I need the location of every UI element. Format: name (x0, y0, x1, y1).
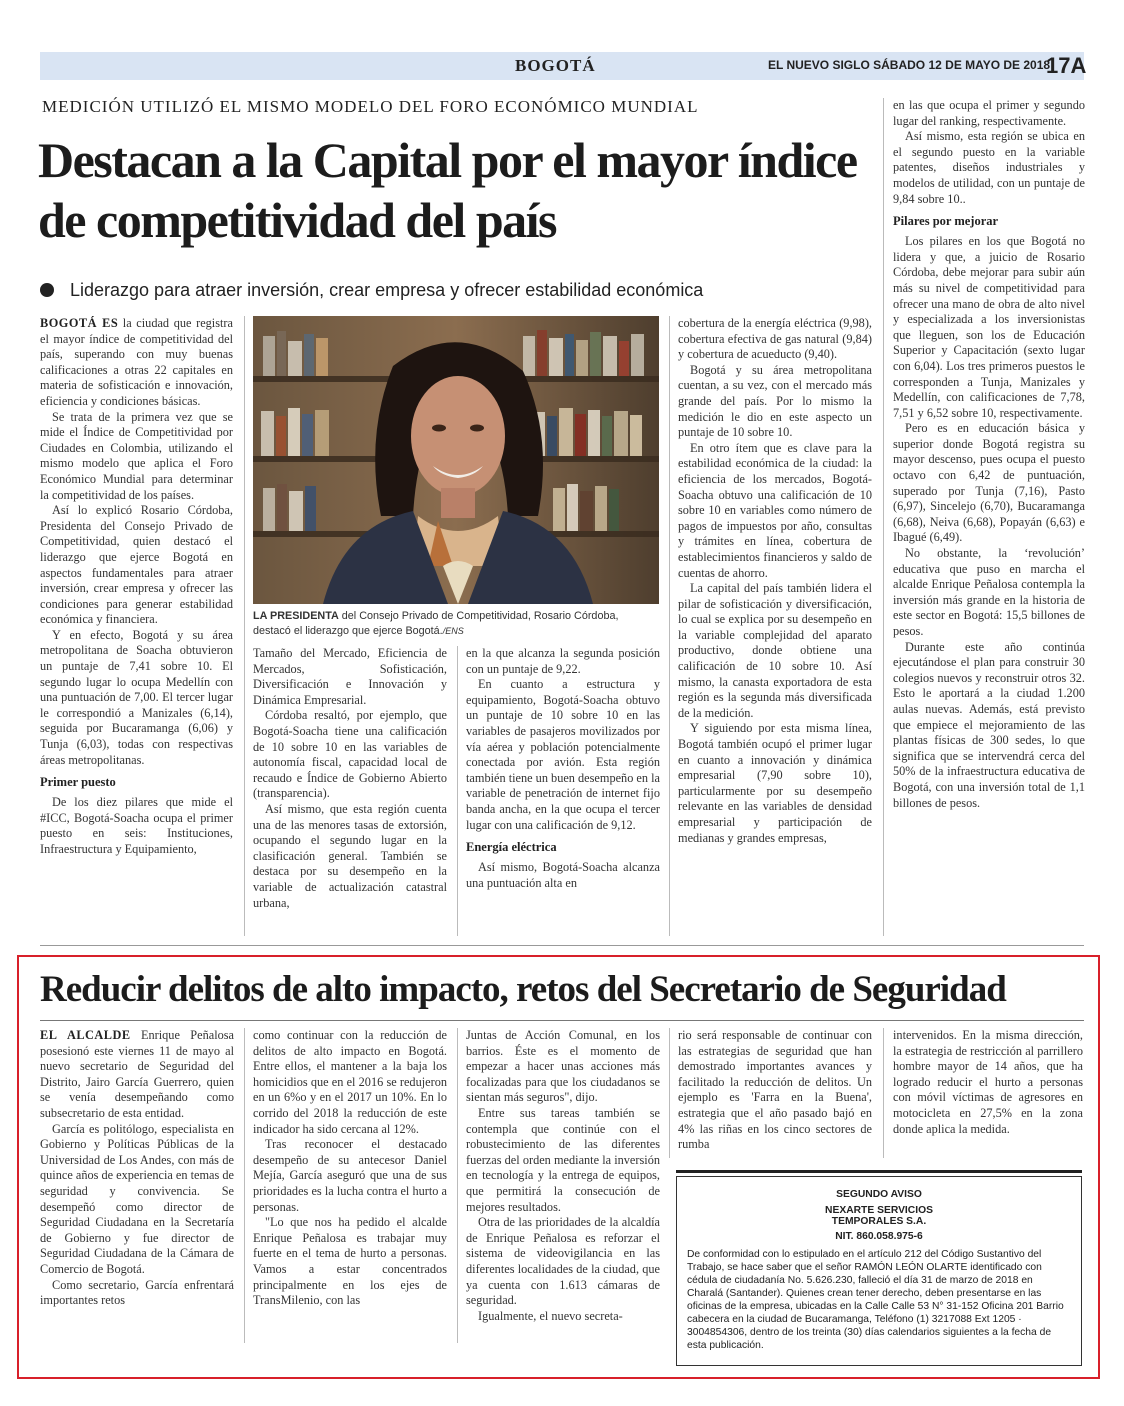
photo-caption (253, 609, 659, 639)
notice-body: De conformidad con lo estipulado en el artículo 212 del Código Sustantivo del Trabajo, se hace saber que el señor RAMÓN LEÓN OLARTE identificado con cédula de ciudadanía No. 5.626.230, falleció el día 31 de marzo de 2018 en Charalá (Santander). Quienes crean tener derecho, deben presentarse en las oficinas de la empresa, ubicadas en la Calle Calle 53 N° 31-152 Oficina 201 Barrio cabecera en la ciudad de Bucaramanga, Teléfono (1) 3217088 Ext 1205 · 3004854306, dentro de los treinta (30) días calendarios siguientes a la fecha de esta publicación. (687, 1249, 1064, 1351)
section-subhead: Pilares por mejorar (893, 214, 999, 229)
paragraph: Los pilares en los que Bogotá no lidera y que, a juicio de Rosario Córdoba, debe mejorar para subir aún más su nivel de competitividad para ofrecer una mano de obra de alto nivel y especializada a los inversionistas que lleguen, son los de Educación Superior y Capacitación (sexto lugar con 6,04). Los tres primeros puestos le corresponden a Tunja, Manizales y Medellín, con calificaciones de 7,78, 7,51 y 6,52 sobre 10, respectivamente. (893, 234, 1085, 420)
paragraph: Juntas de Acción Comunal, en los barrios. Éste es el momento de empezar a hacer unas acciones más focalizadas para que los ciudadanos se sientan más seguros", dijo. (466, 1028, 660, 1105)
paragraph: cobertura de la energía eléctrica (9,98), cobertura efectiva de gas natural (9,84) y cobertura de acueducto (9,40). (678, 316, 872, 362)
paragraph: Se trata de la primera vez que se mide el Índice de Competitividad por Ciudades en Colombia, utilizando el mismo modelo que aplica el Foro Económico Mundial para determinar la competitividad de los países. (40, 409, 233, 502)
paragraph: Entre sus tareas también se contempla que continúe con el robustecimiento de las diferentes fuerzas del orden mediante la inversión en tecnología y la entrega de equipos, que permitirá la consecución de mejores resultados. (466, 1105, 660, 1214)
paragraph: Así mismo, esta región se ubica en el segundo puesto en la variable patentes, diseños industriales y modelos de utilidad, con un puntaje de 9,84 sobre 10.. (893, 129, 1085, 206)
paragraph: Pero es en educación básica y superior donde Bogotá registra su mayor descenso, pues ocupa el puesto octavo con 6,42 de puntuación, superado por Tunja (7,16), Pasto (6,97), Sincelejo (6,70), Bucaramanga (6,68), Neiva (6,68), Popayán (6,63) e Ibagué (6,49). (893, 421, 1085, 545)
paragraph: Bogotá y su área metropolitana cuentan, a su vez, con el mercado más grande del país. Por lo mismo la medición le dio en este aspecto un puntaje de 10 sobre 10. (678, 362, 872, 440)
paragraph: rio será responsable de continuar con las estrategias de seguridad que han demostrado importantes avances y facilitado la reducción de delitos. Un ejemplo es 'Farra en la Buena', estrategia que el año pasado bajó en 4% las riñas en los cinco sectores de rumba (678, 1028, 872, 1152)
article-column-1 (40, 316, 233, 858)
bullet-icon (40, 283, 54, 297)
page-number: 17A (1046, 53, 1087, 78)
photo-credit: /ENS (442, 626, 464, 636)
paragraph: intervenidos. En la misma dirección, la estrategia de restricción al parrillero hombre mayor de 14 años, que ha logrado reducir el hurto a personas con móvil víctimas de agresores en motocicleta en 27,5% en la zona donde aplica la medida. (893, 1028, 1083, 1136)
column-divider (669, 316, 670, 936)
article-column-5 (893, 98, 1085, 811)
paragraph: De los diez pilares que mide el #ICC, Bogotá-Soacha ocupa el primer puesto en seis: Instituciones, Infraestructura y Equipamiento, (40, 795, 233, 856)
notice-title: SEGUNDO AVISO (836, 1189, 922, 1200)
article-column-2 (253, 646, 447, 911)
paragraph: como continuar con la reducción de delitos de alto impacto en Bogotá. Entre ellos, el mantener a la baja los homicidios que en el 2016 se redujeron en un 6%o y en el 2017 un 10%. En lo corrido del 2018 la reducción de este indicador ha sido cercana al 12%. (253, 1028, 447, 1136)
paragraph: Así lo explicó Rosario Córdoba, Presidenta del Consejo Privado de Competitividad, quien destacó el liderazgo que ejerce Bogotá en aspectos fundamentales para atraer inversión, crear empresa y ofrecer las condiciones para generar estabilidad económica y financiera. (40, 503, 233, 627)
subhead-text: Liderazgo para atraer inversión, crear empresa y ofrecer estabilidad económica (70, 280, 704, 300)
paragraph: García es politólogo, especialista en Gobierno y Políticas Públicas de la Universidad de Los Andes, con más de quince años de experiencia en temas de seguridad y convivencia. Se desempeñó como director de Seguridad Ciudadana en la Secretaría de Gobierno y fue director de Seguridad Ciudadana de la Cámara de Comercio de Bogotá. (40, 1121, 234, 1276)
column-divider (457, 646, 458, 936)
paragraph: Durante este año continúa ejecutándose el plan para construir 30 colegios nuevos y reconstruir otros 32. Esto le aportará a la ciudad 1.200 aulas nuevas. Además, está previsto que empiece el mejoramiento de las plantas físicas de 300 sedes, lo que significa que se intervendrá cerca del 50% de la infraestructura educativa de Bogotá, con una inversión total de 1,1 billones de pesos. (893, 639, 1085, 810)
paragraph: Así mismo, Bogotá-Soacha alcanza una puntuación alta en (466, 860, 660, 890)
paragraph: Y siguiendo por esta misma línea, Bogotá también ocupó el primer lugar en cuanto a innovación y dinámica empresarial (7,90 sobre 10), particularmente por su desempeño relevante en las variables de densidad empresarial y participación de medianas y grandes empresas, (678, 721, 872, 845)
article-column-3 (466, 646, 660, 891)
newspaper-date-line: EL NUEVO SIGLO SÁBADO 12 DE MAYO DE 2018 (768, 58, 1051, 72)
second-article-column-4 (678, 1028, 872, 1153)
paragraph: En otro ítem que es clave para la estabilidad económica de la ciudad: la eficiencia de los mercados, Bogotá-Soacha obtuvo una calificación de 10 sobre 10 en variables como número de pagos de impuestos por año, consultas y trámites en línea, cobertura de establecimientos financieros y saldo de cuentas de ahorro. (678, 440, 872, 580)
paragraph: Como secretario, García enfrentará importantes retos (40, 1277, 234, 1308)
column-divider (244, 1028, 245, 1343)
paragraph: No obstante, la ‘revolución’ educativa que puso en marcha el alcalde Enrique Peñalosa contempla la inversión más grande en la historia de este sector en Bogotá: 15,5 billones de pesos. (893, 546, 1085, 638)
column-divider (669, 1028, 670, 1158)
caption-lead: LA PRESIDENTA (253, 610, 339, 622)
paragraph (40, 1028, 234, 1122)
paragraph: Así mismo, que esta región cuenta una de las menores tasas de extorsión, ocupando el segundo lugar en la clasificación general. También se destaca por su desempeño en la variable de actualización catastral urbana, (253, 801, 447, 910)
column-divider (457, 1028, 458, 1343)
paragraph-text: la ciudad que registra el mayor índice de competitividad del país, superando con muy buenas calificaciones a otras 22 capitales en materia de sofisticación e innovación, eficiencia y condiciones básicas. (40, 316, 233, 408)
paragraph: en las que ocupa el primer y segundo lugar del ranking, respectivamente. (893, 98, 1085, 128)
paragraph: Tamaño del Mercado, Eficiencia de Mercados, Sofisticación, Diversificación e Innovación y Dinámica Empresarial. (253, 646, 447, 707)
second-article-column-3 (466, 1028, 660, 1324)
article-kicker: MEDICIÓN UTILIZÓ EL MISMO MODELO DEL FORO ECONÓMICO MUNDIAL (42, 97, 699, 116)
section-subhead: Energía eléctrica (466, 840, 557, 855)
column-divider (883, 98, 884, 936)
caption-text: del Consejo Privado de Competitividad, Rosario Córdoba, destacó el liderazgo que ejerce Bogotá. (253, 610, 619, 637)
paragraph (40, 316, 233, 410)
paragraph: Córdoba resaltó, por ejemplo, que Bogotá-Soacha tiene una calificación de 10 sobre 10 en las variables de autonomía fiscal, capacidad local de recaudo e Índice de Gobierno Abierto (transparencia). (253, 708, 447, 801)
lead-in: BOGOTÁ ES (40, 316, 119, 330)
paragraph: Otra de las prioridades de la alcaldía de Enrique Peñalosa es reforzar el sistema de videovigilancia en las diferentes localidades de la ciudad, que ya cuenta con 1.613 cámaras de seguridad. (466, 1215, 660, 1308)
section-subhead: Primer puesto (40, 775, 116, 790)
second-article-column-5 (893, 1028, 1083, 1137)
second-article-column-1 (40, 1028, 234, 1309)
notice-rule (676, 1170, 1082, 1173)
paragraph: Tras reconocer el destacado desempeño de su antecesor Daniel Mejía, García aseguró que una de sus prioridades es la lucha contra el hurto a personas. (253, 1137, 447, 1214)
headline-rule (40, 1020, 1084, 1021)
notice-company: NEXARTE SERVICIOS (825, 1205, 933, 1216)
photo-illustration (253, 316, 659, 604)
paragraph: En cuanto a estructura y equipamiento, Bogotá-Soacha obtuvo un puntaje de 10 sobre 10 en las variables de pasajeros movilizados por vía aérea y población potencialmente conectada por avión. Esta región también tiene un buen desempeño en la variable de penetración de internet fijo banda ancha, en la que ocupa el tercer lugar con una calificación de 9,12. (466, 677, 660, 832)
article-subhead (40, 280, 703, 301)
paragraph: Igualmente, el nuevo secreta- (478, 1308, 623, 1323)
article-column-4 (678, 316, 872, 846)
second-article-column-2 (253, 1028, 447, 1309)
column-divider (883, 1028, 884, 1158)
section-divider (40, 945, 1084, 946)
portrait-photo (253, 316, 659, 604)
paragraph: en la que alcanza la segunda posición con un puntaje de 9,22. (466, 646, 660, 676)
section-label: BOGOTÁ (515, 56, 596, 75)
notice-company-2: TEMPORALES S.A. (831, 1216, 927, 1227)
column-divider (244, 316, 245, 936)
second-article-headline: Reducir delitos de alto impacto, retos del Secretario de Seguridad (40, 969, 1006, 1010)
notice-nit: NIT. 860.058.975-6 (835, 1231, 923, 1242)
legal-notice (676, 1176, 1082, 1366)
paragraph: Y en efecto, Bogotá y su área metropolitana de Soacha obtuvieron un puntaje de 7,41 sobre 10. El segundo lugar lo ocupa Medellín con una puntuación de 7,00. El tercer lugar le correspondió a Manizales (6,14), seguida por Bucaramanga (6,06) y Tunja (6,03), todas con respectivas áreas metropolitanas. (40, 627, 233, 767)
article-headline: Destacan a la Capital por el mayor índice de competitividad del país (38, 132, 857, 248)
paragraph-text: Enrique Peñalosa posesionó este viernes 11 de mayo al nuevo secretario de Seguridad del Distrito, Jairo García Guerrero, quien se venía desempeñando como subsecretario de esta entidad. (40, 1028, 235, 1120)
paragraph: La capital del país también lidera el pilar de sofisticación y diversificación, lo cual se explica por su desempeño en la variable complejidad del aparato productivo, donde obtiene una calificación de 10 sobre 10. Así mismo, la canasta exportadora de esta región es la segunda más diversificada de la medición. (678, 581, 872, 720)
paragraph: "Lo que nos ha pedido el alcalde Enrique Peñalosa es trabajar muy fuerte en el tema de hurto a personas. Vamos a estar concentrados principalmente en los ejes de TransMilenio, con las (253, 1215, 447, 1308)
lead-in: EL ALCALDE (40, 1028, 131, 1042)
